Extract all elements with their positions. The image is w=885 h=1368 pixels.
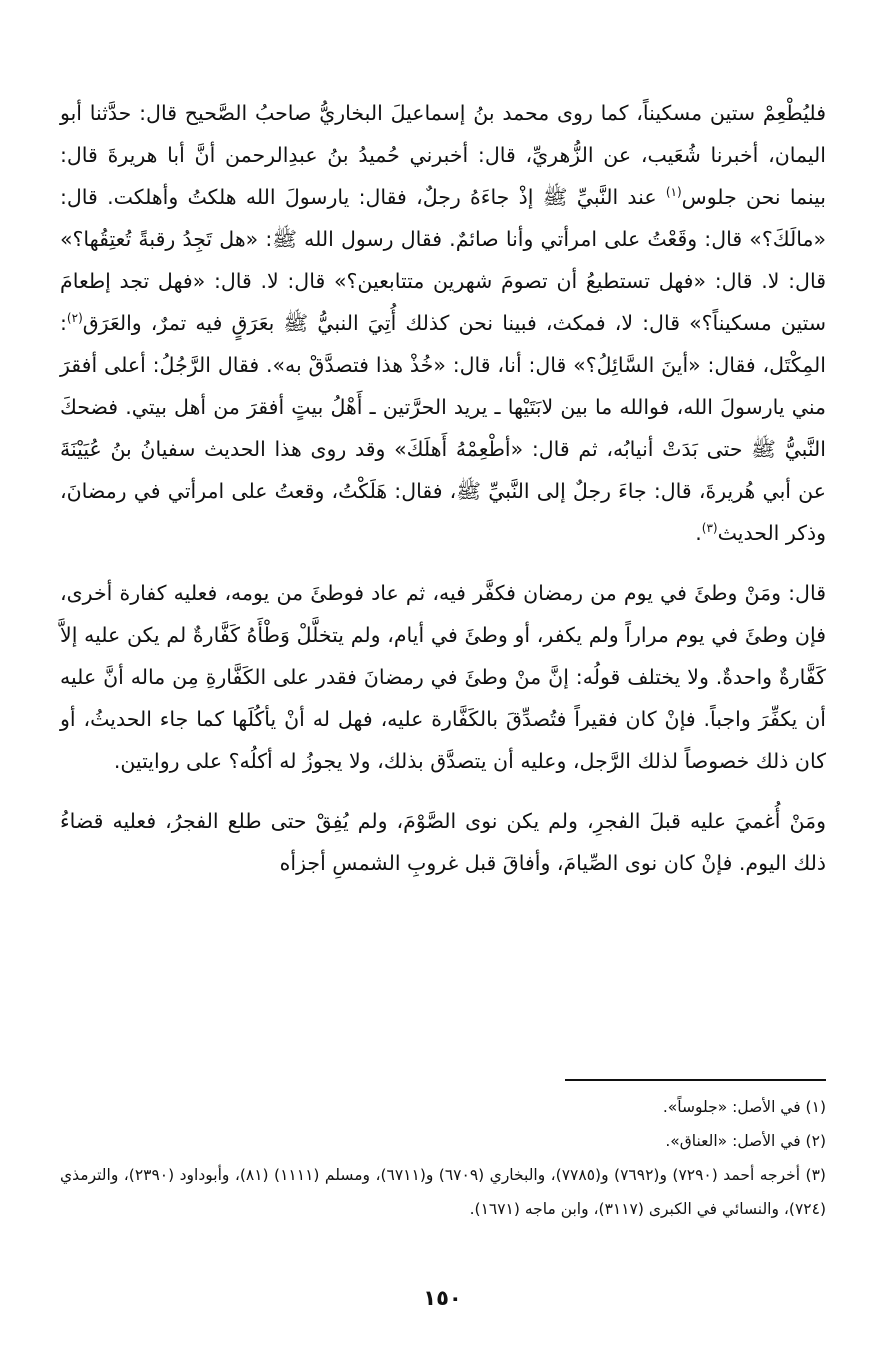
paragraph-hadith [60,92,826,554]
footnote-2: (٢) في الأصل: «العناق». [665,1132,826,1150]
footnote-reference-3: (٣) [701,521,718,536]
paragraph-text: فليُطْعِمْ ستين مسكيناً، كما روى محمد بنُ إسماعيلَ البخاريُّ صاحبُ الصَّحيح قال: حدَّثنا أبو اليمان، أخبرنا شُعَيب، عن الزُّهريِّ، قال: أخبرني حُميدُ بنُ عبدِالرحمن أنَّ أبا هريرةَ قال: بينما نحن جلوس [60,101,826,209]
paragraph-repeated-intercourse: قال: ومَنْ وطئَ في يوم من رمضان فكفَّر فيه، ثم عاد فوطئَ من يومه، فعليه كفارة أخرى، فإن وطئَ في يوم مراراً ولم يكفر، أو وطئَ في أيام، ولم يتخلَّلْ وَطْأَهُ كَفَّارةٌ لم يكن عليه إلاَّ كَفَّارةٌ واحدةٌ. ولا يختلف قولُه: إنَّ منْ وطئَ في رمضانَ فقدر على الكَفَّارةِ مِن ماله أنَّ عليه أن يكفِّرَ واجباً. فإنْ كان فقيراً فتُصدِّقَ بالكَفَّارة عليه، فهل له أنْ يأكُلَها كما جاء الحديثُ، أو كان ذلك خصوصاً لذلك الرَّجل، وعليه أن يتصدَّق بذلك، ولا يجوزُ له أكلُه؟ على روايتين. [60,581,826,773]
footnote-1: (١) في الأصل: «جلوساً». [662,1098,826,1116]
paragraph-fainting: ومَنْ أُغميَ عليه قبلَ الفجرِ، ولم يكن نوى الصَّوْمَ، ولم يُفِقْ حتى طلع الفجرُ، فعليه قضاءُ ذلك اليوم. فإنْ كان نوى الصِّيامَ، وأفاقَ قبل غروبِ الشمسِ أجزأه [60,809,826,875]
paragraph-text: : المِكْتَل، فقال: «أينَ السَّائِلُ؟» قال: أنا، قال: «خُذْ هذا فتصدَّقْ به». فقال الرَّجُلُ: أعلى أفقرَ مني يارسولَ الله، فوالله ما بين لابَتَيْها ـ يريد الحرَّتين ـ أَهْلُ بيتٍ أفقرَ من أهل بيتي. فضحكَ النَّبيُّ ﷺ حتى بَدَتْ أنيابُه، ثم قال: «أطْعِمْهُ أَهلَكَ» وقد روى هذا الحديث سفيانُ بنُ عُيَيْنَةَ عن أبي هُريرةَ، قال: جاءَ رجلٌ إلى النَّبيِّ ﷺ، فقال: هَلَكْتُ، وقعتُ على امرأتي في رمضانَ، وذكر الحديث [60,311,826,545]
footnotes [60,1090,826,1226]
paragraph-text: . [695,521,702,545]
page-number: ١٥٠ [423,1286,462,1310]
paragraph-text: عند النَّبيِّ ﷺ إذْ جاءَهُ رجلٌ، فقال: يارسولَ الله هلكتُ وأهلكت. قال: «مالَكَ؟» قال: وقَعْتُ على امرأتي وأنا صائمٌ. فقال رسول الله ﷺ: «هل تَجِدُ رقبةً تُعتِقُها؟» قال: لا. قال: «فهل تستطيعُ أن تصومَ شهرين متتابعين؟» قال: لا. قال: «فهل تجد إطعامَ ستين مسكيناً؟» قال: لا، فمكث، فبينا نحن كذلك أُتِيَ النبيُّ ﷺ بعَرَقٍ فيه تمرٌ، والعَرَق [60,185,826,335]
footnote-reference-2: (٢) [66,311,83,326]
footnote-reference-1: (١) [665,185,682,200]
footnote-3: (٣) أخرجه أحمد (٧٢٩٠) و(٧٦٩٢) و(٧٧٨٥)، والبخاري (٦٧٠٩) و(٦٧١١)، ومسلم (١١١١) (٨١)، وأبوداود (٢٣٩٠)، والترمذي (٧٢٤)، والنسائي في الكبرى (٣١١٧)، وابن ماجه (١٦٧١). [60,1166,826,1218]
footnote-divider [565,1079,826,1081]
main-text [60,92,826,884]
